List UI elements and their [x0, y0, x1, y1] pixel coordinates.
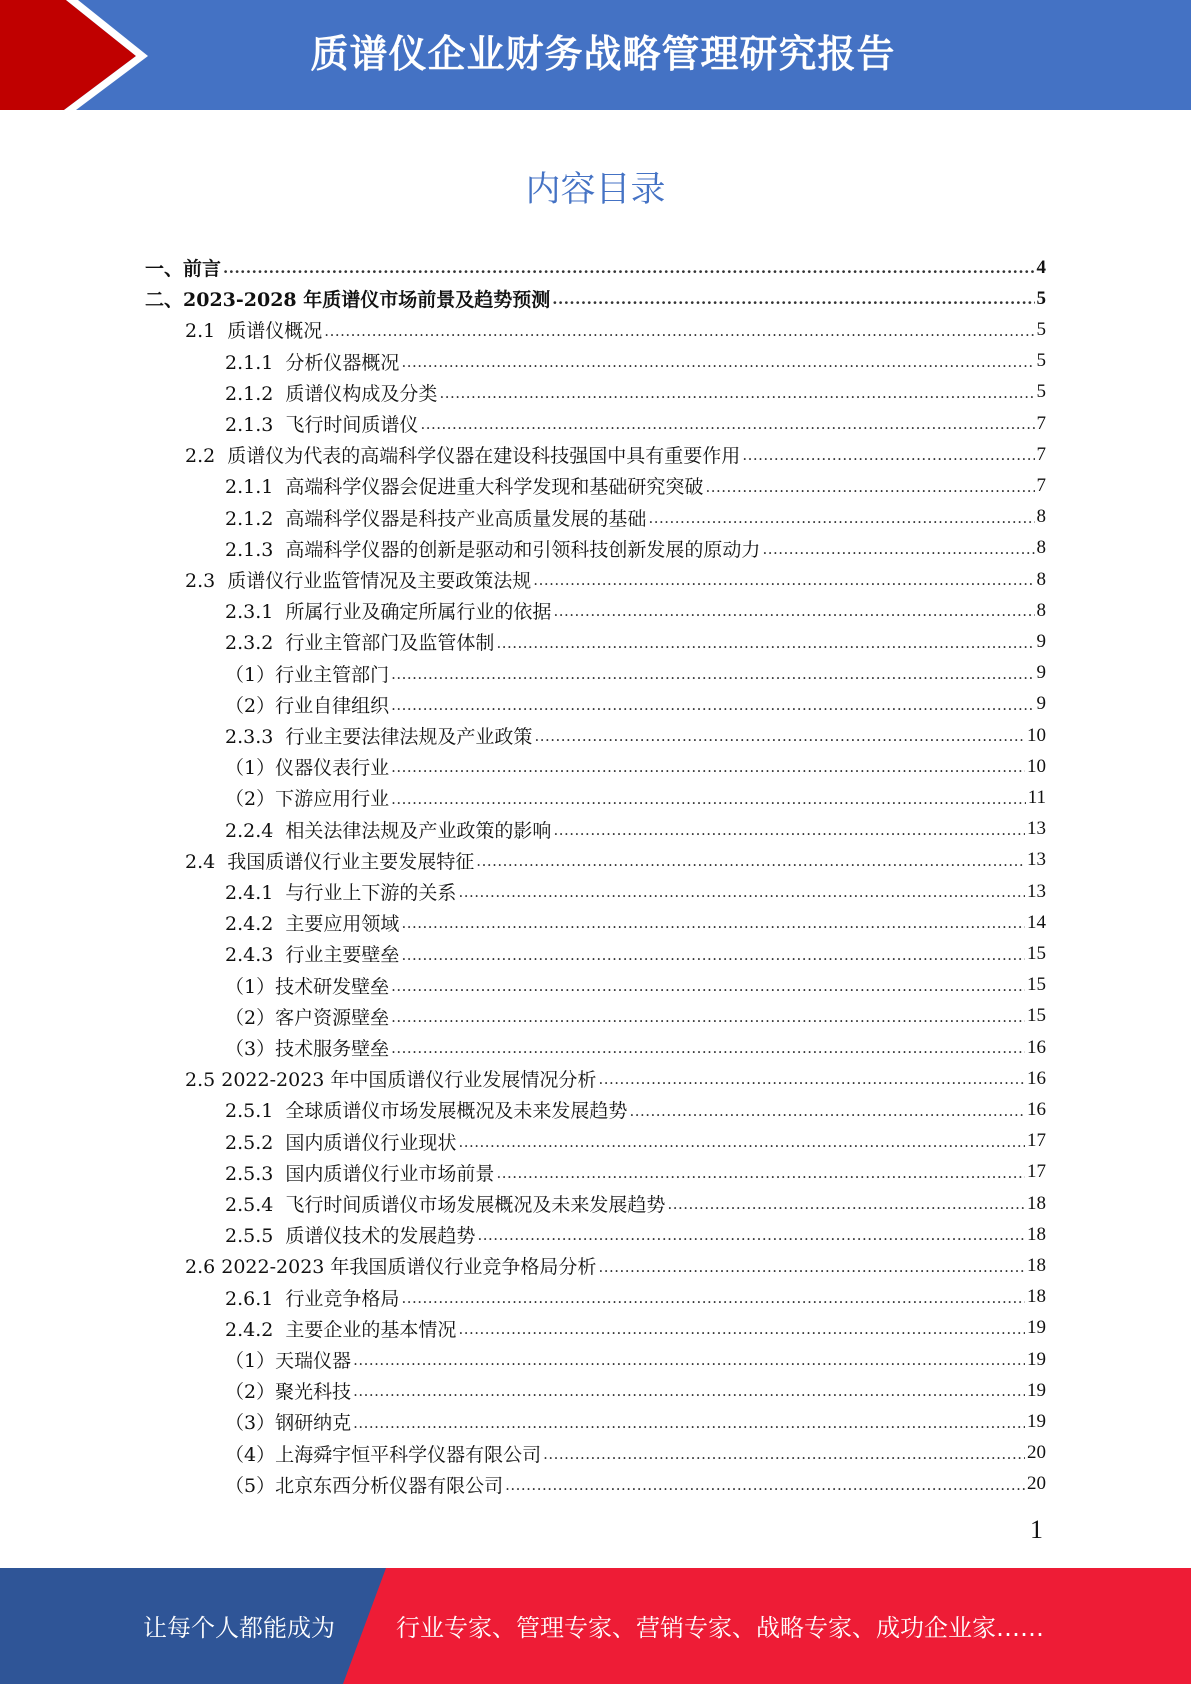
- toc-entry[interactable]: [225, 1344, 1046, 1375]
- toc-entry-page: 15: [1027, 942, 1046, 964]
- toc-entry-title: 2.3 质谱仪行业监管情况及主要政策法规: [185, 570, 532, 593]
- toc-entry-page: 19: [1027, 1410, 1046, 1432]
- toc-entry-title: （2）聚光科技: [225, 1381, 352, 1404]
- toc-entry-page: 8: [1036, 537, 1046, 559]
- dot-leader: [391, 790, 1026, 814]
- dot-leader: [391, 696, 1034, 720]
- toc-entry-page: 14: [1027, 911, 1046, 933]
- toc-entry-title: 2.6.1 行业竞争格局: [225, 1287, 400, 1310]
- toc-entry-title: （3）技术服务壁垒: [225, 1038, 390, 1061]
- dot-leader: [534, 727, 1025, 751]
- toc-entry[interactable]: [225, 1126, 1046, 1157]
- dot-leader: [391, 758, 1025, 782]
- toc-entry-page: 9: [1036, 630, 1046, 652]
- toc-entry-title: 2.4.1 与行业上下游的关系: [225, 882, 457, 905]
- dot-leader: [223, 259, 1034, 283]
- dot-leader: [401, 1289, 1025, 1313]
- toc-entry[interactable]: [225, 1001, 1046, 1032]
- toc-entry-page: 9: [1036, 662, 1046, 684]
- toc-entry[interactable]: [225, 470, 1046, 501]
- dot-leader: [629, 1102, 1025, 1126]
- toc-entry-title: 2.1.2 高端科学仪器是科技产业高质量发展的基础: [225, 507, 647, 530]
- dot-leader: [401, 946, 1025, 970]
- toc-entry-title: 2.4 我国质谱仪行业主要发展特征: [185, 850, 475, 873]
- toc-entry-page: 7: [1036, 443, 1046, 465]
- toc-entry[interactable]: [225, 1219, 1046, 1250]
- toc-entry-page: 16: [1027, 1036, 1046, 1058]
- toc-entry-title: 2.1.2 质谱仪构成及分类: [225, 382, 438, 405]
- toc-entry[interactable]: [225, 970, 1046, 1001]
- dot-leader: [598, 1258, 1025, 1282]
- report-title: 质谱仪企业财务战略管理研究报告: [310, 32, 896, 76]
- dot-leader: [762, 540, 1034, 564]
- toc-entry-title: （1）技术研发壁垒: [225, 975, 390, 998]
- dot-leader: [552, 290, 1034, 314]
- toc-entry[interactable]: [225, 1157, 1046, 1188]
- toc-heading: 内容目录: [525, 170, 666, 210]
- toc-entry-title: （1）天瑞仪器: [225, 1350, 352, 1373]
- dot-leader: [391, 977, 1025, 1001]
- toc-entry[interactable]: [185, 564, 1046, 595]
- footer-banner: [0, 1568, 1191, 1684]
- toc-entry-title: 2.5.3 国内质谱仪行业市场前景: [225, 1162, 495, 1185]
- toc-entry[interactable]: [225, 502, 1046, 533]
- toc-entry-title: （4）上海舜宇恒平科学仪器有限公司: [225, 1443, 542, 1466]
- toc-entry-page: 18: [1027, 1192, 1046, 1214]
- toc-entry-title: 2.1.3 高端科学仪器的创新是驱动和引领科技创新发展的原动力: [225, 538, 761, 561]
- toc-entry-title: 2.5 2022-2023 年中国质谱仪行业发展情况分析: [185, 1069, 597, 1092]
- toc-entry[interactable]: [225, 751, 1046, 782]
- toc-entry[interactable]: [225, 938, 1046, 969]
- toc-entry-page: 20: [1027, 1442, 1046, 1464]
- dot-leader: [458, 1133, 1025, 1157]
- toc-entry-page: 5: [1036, 350, 1046, 372]
- toc-entry[interactable]: [225, 1032, 1046, 1063]
- toc-entry-page: 19: [1027, 1379, 1046, 1401]
- dot-leader: [401, 914, 1025, 938]
- toc-entry-title: 2.1 质谱仪概况: [185, 320, 323, 343]
- dot-leader: [353, 1414, 1025, 1438]
- toc-entry[interactable]: [225, 658, 1046, 689]
- toc-entry-page: 16: [1027, 1067, 1046, 1089]
- toc-entry-page: 5: [1036, 318, 1046, 340]
- toc-entry-title: 2.1.3 飞行时间质谱仪: [225, 414, 419, 437]
- toc-entry[interactable]: [185, 439, 1046, 470]
- dot-leader: [391, 665, 1034, 689]
- toc-entry[interactable]: [225, 1438, 1046, 1469]
- dot-leader: [533, 571, 1034, 595]
- toc-entry[interactable]: [225, 907, 1046, 938]
- dot-leader: [420, 415, 1034, 439]
- toc-entry-title: 2.6 2022-2023 年我国质谱仪行业竞争格局分析: [185, 1256, 597, 1279]
- toc-entry-page: 4: [1036, 256, 1046, 278]
- toc-entry-page: 18: [1027, 1286, 1046, 1308]
- toc-entry[interactable]: [225, 377, 1046, 408]
- dot-leader: [391, 1008, 1025, 1032]
- toc-entry-page: 13: [1027, 880, 1046, 902]
- toc-entry[interactable]: [185, 1250, 1046, 1281]
- dot-leader: [391, 1039, 1025, 1063]
- toc-entry-page: 16: [1027, 1098, 1046, 1120]
- toc-entry[interactable]: [185, 314, 1046, 345]
- dot-leader: [324, 322, 1034, 346]
- toc-entry-title: 2.3.3 行业主要法律法规及产业政策: [225, 726, 533, 749]
- dot-leader: [476, 852, 1025, 876]
- toc-entry[interactable]: [225, 346, 1046, 377]
- toc-entry-page: 8: [1036, 599, 1046, 621]
- toc-entry-page: 15: [1027, 1005, 1046, 1027]
- toc-entry-page: 18: [1027, 1254, 1046, 1276]
- toc-entry-title: （1）行业主管部门: [225, 663, 390, 686]
- footer-slogan-right: 行业专家、管理专家、营销专家、战略专家、成功企业家……: [396, 1614, 1044, 1642]
- toc-entry[interactable]: [225, 1406, 1046, 1437]
- toc-entry-title: （2）行业自律组织: [225, 694, 390, 717]
- dot-leader: [553, 602, 1034, 626]
- toc-entry-page: 13: [1027, 849, 1046, 871]
- dot-leader: [496, 634, 1034, 658]
- toc-entry-page: 19: [1027, 1317, 1046, 1339]
- toc-entry-page: 20: [1027, 1473, 1046, 1495]
- toc-entry-title: （5）北京东西分析仪器有限公司: [225, 1474, 504, 1497]
- toc-entry[interactable]: [225, 876, 1046, 907]
- toc-entry-page: 10: [1027, 724, 1046, 746]
- toc-entry[interactable]: [225, 1188, 1046, 1219]
- dot-leader: [553, 821, 1025, 845]
- dot-leader: [353, 1382, 1025, 1406]
- toc-entry-title: 2.5.5 质谱仪技术的发展趋势: [225, 1225, 476, 1248]
- toc-entry[interactable]: [225, 626, 1046, 657]
- toc-entry[interactable]: [225, 1282, 1046, 1313]
- dot-leader: [742, 446, 1034, 470]
- toc-entry-title: 2.4.3 行业主要壁垒: [225, 944, 400, 967]
- toc-entry-page: 19: [1027, 1348, 1046, 1370]
- toc-entry[interactable]: [225, 533, 1046, 564]
- toc-entry-page: 5: [1036, 287, 1046, 309]
- dot-leader: [439, 384, 1034, 408]
- toc-entry-title: 一、前言: [145, 258, 222, 281]
- toc-entry-page: 18: [1027, 1223, 1046, 1245]
- toc-entry-page: 8: [1036, 506, 1046, 528]
- toc-entry-page: 5: [1036, 381, 1046, 403]
- toc-entry-page: 13: [1027, 818, 1046, 840]
- toc-entry-title: 2.2 质谱仪为代表的高端科学仪器在建设科技强国中具有重要作用: [185, 445, 741, 468]
- toc-entry-title: 二、2023-2028 年质谱仪市场前景及趋势预测: [145, 289, 551, 312]
- toc-entry-page: 8: [1036, 568, 1046, 590]
- toc-entry-page: 11: [1027, 786, 1046, 808]
- dot-leader: [648, 509, 1034, 533]
- dot-leader: [458, 883, 1025, 907]
- toc-entry-page: 10: [1027, 755, 1046, 777]
- toc-entry-page: 7: [1036, 412, 1046, 434]
- toc-entry-title: 2.1.1 分析仪器概况: [225, 351, 400, 374]
- toc-entry-title: 2.4.2 主要应用领域: [225, 913, 400, 936]
- toc-entry-title: 2.4.2 主要企业的基本情况: [225, 1318, 457, 1341]
- dot-leader: [401, 353, 1034, 377]
- dot-leader: [505, 1476, 1025, 1500]
- dot-leader: [496, 1164, 1025, 1188]
- toc-entry-title: 2.1.1 高端科学仪器会促进重大科学发现和基础研究突破: [225, 476, 704, 499]
- toc-entry[interactable]: [225, 1375, 1046, 1406]
- toc-entry-title: （2）下游应用行业: [225, 788, 390, 811]
- toc-entry-title: 2.5.4 飞行时间质谱仪市场发展概况及未来发展趋势: [225, 1194, 666, 1217]
- dot-leader: [353, 1351, 1025, 1375]
- toc-entry-title: 2.5.2 国内质谱仪行业现状: [225, 1131, 457, 1154]
- footer-slogan-left: 让每个人都能成为: [143, 1614, 335, 1642]
- dot-leader: [543, 1445, 1025, 1469]
- toc-entry[interactable]: [225, 689, 1046, 720]
- toc-entry-title: （1）仪器仪表行业: [225, 757, 390, 780]
- toc-entry-title: 2.2.4 相关法律法规及产业政策的影响: [225, 819, 552, 842]
- toc-entry-title: （3）钢研纳克: [225, 1412, 352, 1435]
- toc-entry[interactable]: [225, 1469, 1046, 1500]
- toc-entry-page: 7: [1036, 474, 1046, 496]
- header-banner: [0, 0, 1191, 110]
- toc-entry[interactable]: [145, 283, 1046, 314]
- toc-entry-title: 2.5.1 全球质谱仪市场发展概况及未来发展趋势: [225, 1100, 628, 1123]
- toc-entry-page: 15: [1027, 974, 1046, 996]
- toc-entry[interactable]: [225, 595, 1046, 626]
- toc-entry-title: 2.3.2 行业主管部门及监管体制: [225, 632, 495, 655]
- toc-entry[interactable]: [225, 814, 1046, 845]
- toc-entry-title: 2.3.1 所属行业及确定所属行业的依据: [225, 601, 552, 624]
- toc-entry[interactable]: [185, 1063, 1046, 1094]
- dot-leader: [477, 1226, 1025, 1250]
- dot-leader: [705, 478, 1034, 502]
- toc-entry-page: 17: [1027, 1161, 1046, 1183]
- toc-entry[interactable]: [225, 782, 1046, 813]
- dot-leader: [458, 1320, 1025, 1344]
- page-number: 1: [1030, 1515, 1043, 1544]
- toc-entry-page: 9: [1036, 693, 1046, 715]
- toc-entry-page: 17: [1027, 1130, 1046, 1152]
- toc-entry-title: （2）客户资源壁垒: [225, 1006, 390, 1029]
- toc-entry[interactable]: [225, 1313, 1046, 1344]
- toc-entry[interactable]: [225, 408, 1046, 439]
- toc-entry[interactable]: [225, 720, 1046, 751]
- dot-leader: [598, 1070, 1025, 1094]
- toc-entry[interactable]: [225, 1094, 1046, 1125]
- toc-entry[interactable]: [185, 845, 1046, 876]
- toc-entry[interactable]: [145, 252, 1046, 283]
- dot-leader: [667, 1195, 1025, 1219]
